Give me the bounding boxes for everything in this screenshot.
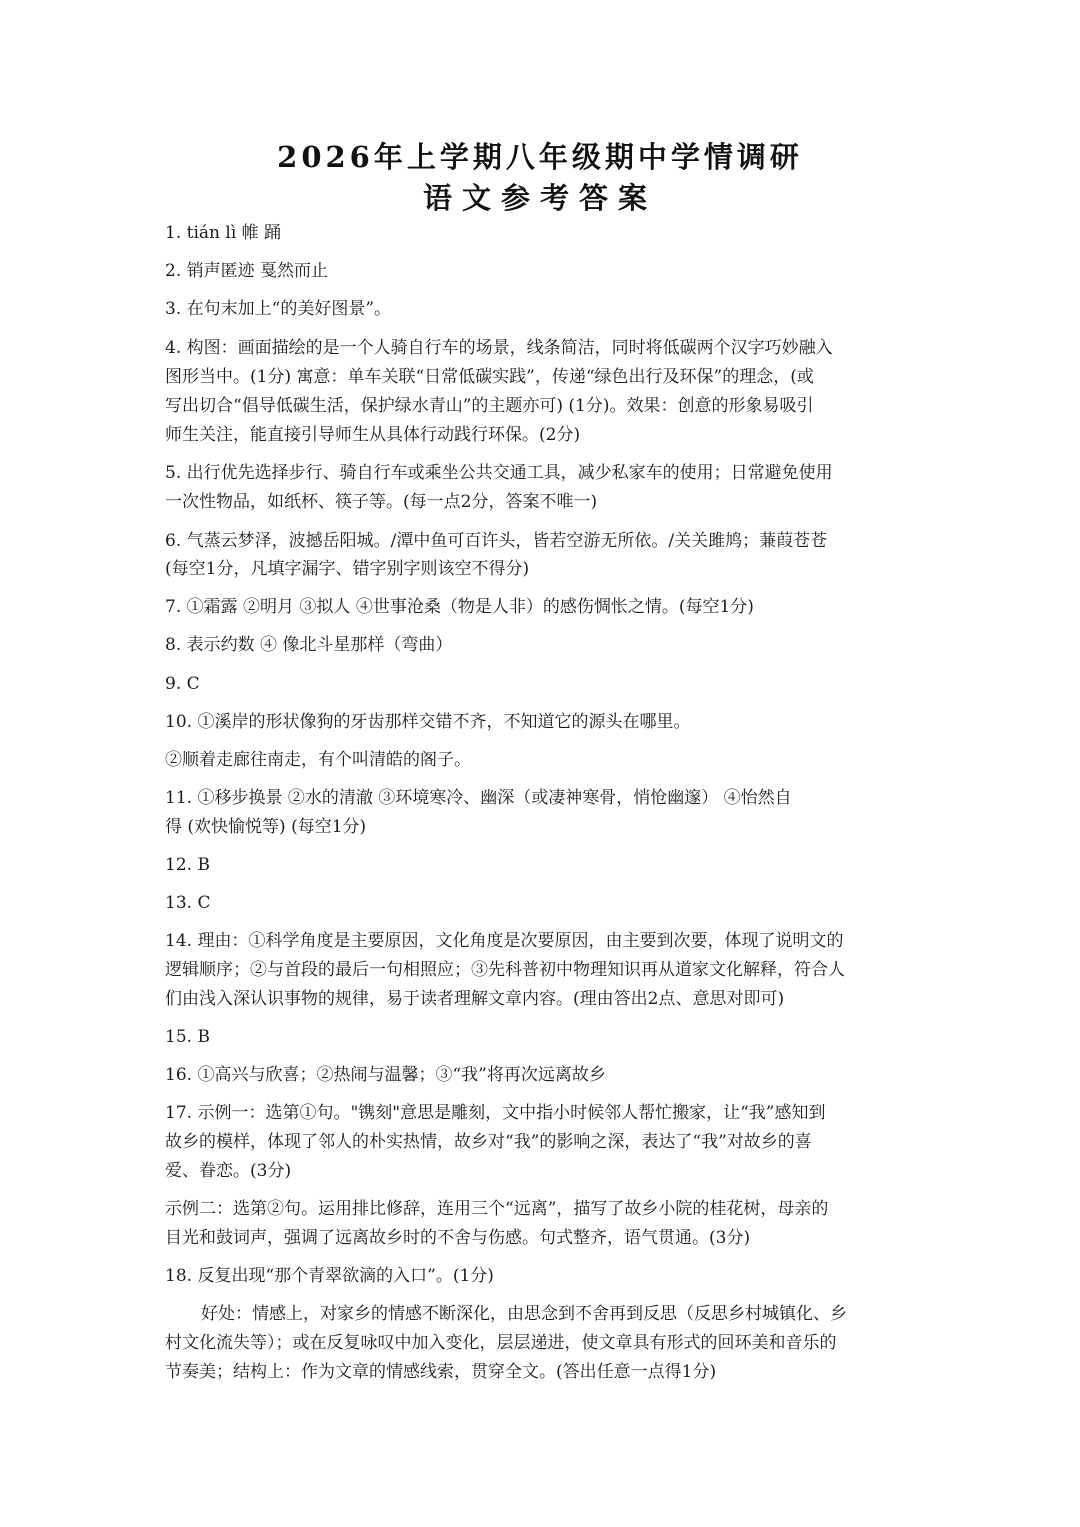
answer-line: 12. B [165, 855, 210, 875]
answer-line: (每空1分，凡填字漏字、错字别字则该空不得分) [165, 559, 530, 579]
answer-line: 17. 示例一：选第①句。"镌刻"意思是雕刻，文中指小时候邻人帮忙搬家，让“我”感知到 [165, 1103, 826, 1123]
answer-line: 13. C [165, 893, 211, 913]
answer-line: 示例二：选第②句。运用排比修辞，连用三个“远离”，描写了故乡小院的桂花树，母亲的 [165, 1199, 829, 1219]
answer-line: 师生关注，能直接引导师生从具体行动践行环保。(2分) [165, 425, 581, 445]
page-subtitle: 语文参考答案 [422, 181, 657, 215]
answer-line: 爱、眷恋。(3分) [165, 1161, 292, 1181]
answer-line: 得 (欢快愉悦等) (每空1分) [165, 817, 367, 837]
answer-line: 村文化流失等）；或在反复咏叹中加入变化，层层递进，使文章具有形式的回环美和音乐的 [165, 1333, 837, 1353]
answer-line: 故乡的模样，体现了邻人的朴实热情，故乡对“我”的影响之深，表达了“我”对故乡的喜 [165, 1132, 812, 1152]
answer-line: 图形当中。(1分) 寓意：单车关联“日常低碳实践”，传递“绿色出行及环保”的理念，(或 [165, 367, 814, 387]
answer-line: 4. 构图：画面描绘的是一个人骑自行车的场景，线条简洁，同时将低碳两个汉字巧妙融入 [165, 338, 833, 358]
answer-line: 写出切合“倡导低碳生活，保护绿水青山”的主题亦可) (1分)。效果：创意的形象易吸引 [165, 396, 814, 416]
answer-line: 11. ①移步换景 ②水的清澈 ③环境寒冷、幽深（或凄神寒骨，悄怆幽邃） ④怡然自 [165, 788, 792, 808]
answer-line: 逻辑顺序；②与首段的最后一句相照应；③先科普初中物理知识再从道家文化解释，符合人 [165, 960, 845, 980]
page-title: 2026年上学期八年级期中学情调研 [277, 140, 803, 174]
answer-line: 目光和鼓词声，强调了远离故乡时的不舍与伤感。句式整齐，语气贯通。(3分) [165, 1228, 751, 1248]
answer-line: 7. ①霜露 ②明月 ③拟人 ④世事沧桑（物是人非）的感伤惆怅之情。(每空1分) [165, 597, 754, 617]
answer-line: 15. B [165, 1027, 210, 1047]
answer-line: 3. 在句末加上“的美好图景”。 [165, 299, 392, 319]
answer-line: 们由浅入深认识事物的规律，易于读者理解文章内容。(理由答出2点、意思对即可) [165, 989, 785, 1009]
answer-line: 10. ①溪岸的形状像狗的牙齿那样交错不齐，不知道它的源头在哪里。 [165, 712, 691, 732]
answer-line: 2. 销声匿迹 戛然而止 [165, 261, 329, 281]
answer-line: 1. tián lì 帷 踊 [165, 223, 282, 243]
answer-line: 8. 表示约数 ④ 像北斗星那样（弯曲） [165, 635, 453, 655]
answer-line: 5. 出行优先选择步行、骑自行车或乘坐公共交通工具，减少私家车的使用；日常避免使用 [165, 463, 833, 483]
answer-line: 18. 反复出现“那个青翠欲滴的入口”。(1分) [165, 1266, 494, 1286]
answer-line: 好处：情感上，对家乡的情感不断深化，由思念到不舍再到反思（反思乡村城镇化、乡 [201, 1304, 847, 1324]
answer-line: 9. C [165, 674, 200, 694]
answer-line: 一次性物品，如纸杯、筷子等。(每一点2分，答案不唯一) [165, 492, 598, 512]
answer-line: 节奏美；结构上：作为文章的情感线索，贯穿全文。(答出任意一点得1分) [165, 1362, 717, 1382]
answer-line: 16. ①高兴与欣喜；②热闹与温馨；③“我”将再次远离故乡 [165, 1065, 606, 1085]
answer-line: 6. 气蒸云梦泽，波撼岳阳城。/潭中鱼可百许头，皆若空游无所依。/关关雎鸠；蒹葭苍苍 [165, 531, 828, 551]
answer-line: 14. 理由：①科学角度是主要原因，文化角度是次要原因，由主要到次要，体现了说明文的 [165, 931, 844, 951]
answer-line: ②顺着走廊往南走，有个叫清皓的阁子。 [165, 750, 471, 770]
